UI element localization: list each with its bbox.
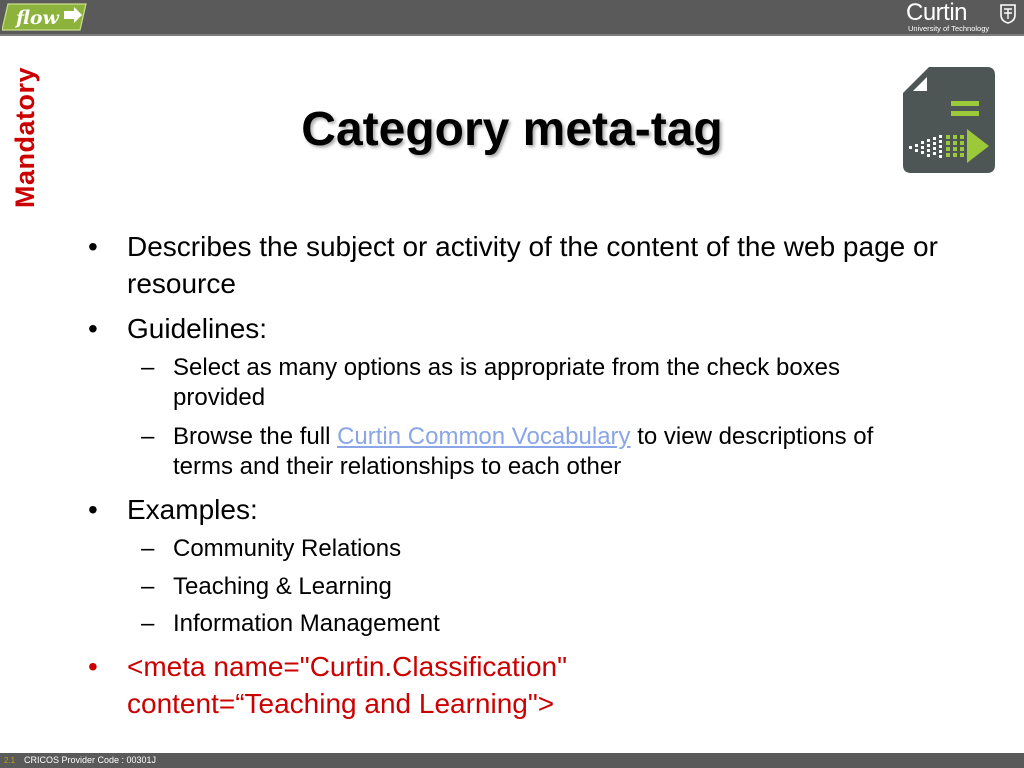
list-item xyxy=(88,491,947,528)
sub-bullet-text-before: Browse the full xyxy=(173,423,338,450)
bottom-bar xyxy=(0,753,1024,768)
document-arrow-icon xyxy=(903,67,995,173)
flow-logo-text: flow xyxy=(16,7,59,29)
sub-list-item xyxy=(141,572,913,602)
bullet-icon: • xyxy=(88,231,98,262)
list-item xyxy=(88,228,947,302)
sub-list-item xyxy=(141,353,913,413)
sub-list-item xyxy=(141,609,913,639)
dash-icon: – xyxy=(141,354,155,381)
title-bold: Category xyxy=(301,103,510,156)
flow-logo xyxy=(2,2,88,32)
bullet-text: Examples: xyxy=(127,494,258,525)
sub-bullet-text: Select as many options as is appropriate from the check boxes provided xyxy=(173,354,841,411)
sub-list-item xyxy=(141,422,913,482)
top-bar xyxy=(0,0,1024,36)
cricos-code: CRICOS Provider Code : 00301J xyxy=(24,755,157,765)
bullet-text: Describes the subject or activity of the content of the web page or resource xyxy=(127,231,938,299)
bullet-icon: • xyxy=(88,494,98,525)
title-rest: meta-tag xyxy=(509,103,723,156)
dash-icon: – xyxy=(141,573,155,600)
bullet-text: Guidelines: xyxy=(127,313,268,344)
dash-icon: – xyxy=(141,535,155,562)
sub-bullet-text: Teaching & Learning xyxy=(173,573,392,600)
curtin-logo xyxy=(906,2,1016,34)
list-item xyxy=(88,648,687,722)
curtin-name: Curtin xyxy=(906,0,968,26)
bullet-icon: • xyxy=(88,313,98,344)
bullet-icon: • xyxy=(88,651,98,682)
sub-bullet-text: Information Management xyxy=(173,610,440,637)
slide-title xyxy=(0,100,1024,160)
curtin-common-vocabulary-link[interactable]: Curtin Common Vocabulary xyxy=(337,423,631,450)
dash-icon: – xyxy=(141,610,155,637)
dash-icon: – xyxy=(141,423,155,450)
mandatory-label: Mandatory xyxy=(10,66,40,208)
slide-number: 2.1 xyxy=(4,756,16,765)
sub-bullet-text-after: to view descriptions of terms and their relationships to each other xyxy=(173,423,874,480)
sub-bullet-text: Community Relations xyxy=(173,535,402,562)
meta-example-text: <meta name="Curtin.Classification" content=“Teaching and Learning"> xyxy=(127,651,568,719)
sub-list-item xyxy=(141,534,913,564)
crest-icon xyxy=(1000,4,1016,24)
curtin-subtitle: University of Technology xyxy=(908,24,990,33)
list-item xyxy=(88,310,947,347)
